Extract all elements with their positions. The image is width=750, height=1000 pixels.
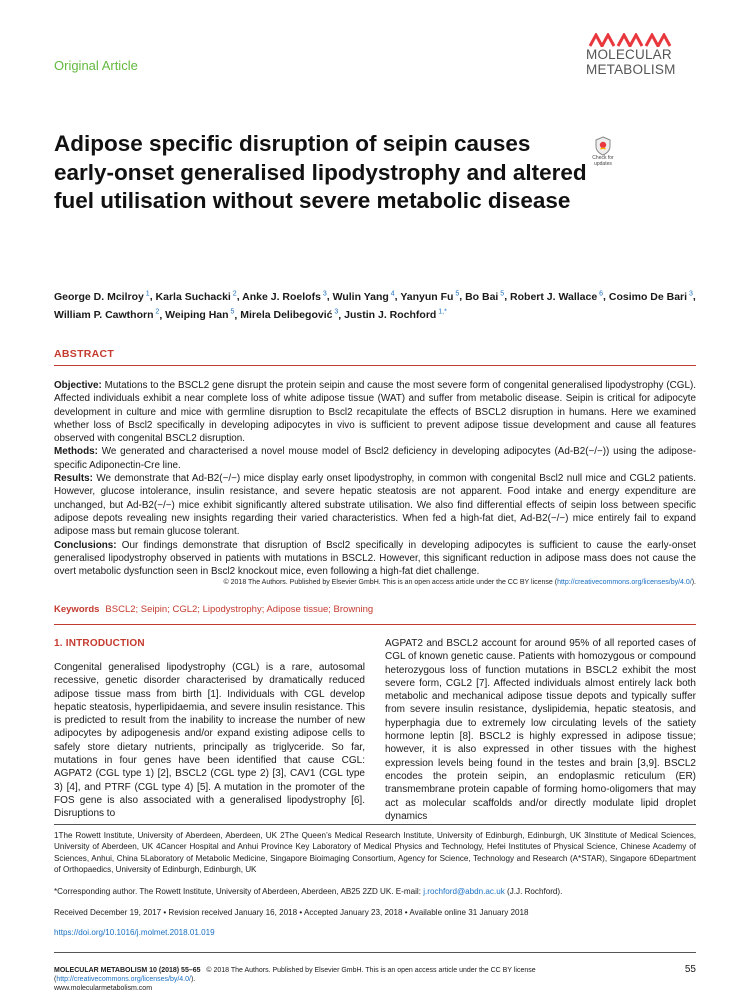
abstract-objective xyxy=(54,379,696,445)
author-name: Anke J. Roelofs xyxy=(242,290,321,303)
abstract-divider xyxy=(54,365,696,366)
abstract-heading: ABSTRACT xyxy=(54,348,115,360)
author[interactable] xyxy=(465,291,504,303)
author[interactable] xyxy=(54,291,150,303)
author[interactable] xyxy=(54,309,159,321)
author[interactable] xyxy=(156,291,237,303)
journal-citation: MOLECULAR METABOLISM 10 (2018) 55–65 xyxy=(54,967,201,974)
journal-website[interactable]: www.molecularmetabolism.com xyxy=(54,985,153,992)
page-number: 55 xyxy=(684,964,696,975)
author-name: Yanyun Fu xyxy=(400,290,454,303)
abstract-body xyxy=(54,379,696,578)
author-name: Wulin Yang xyxy=(332,290,389,303)
conclusions-label: Conclusions: xyxy=(54,539,117,551)
author-name: George D. Mcilroy xyxy=(54,290,144,303)
author-affiliation-mark[interactable]: 3 xyxy=(687,290,693,297)
author-name: Weiping Han xyxy=(165,309,229,321)
section-tag: Original Article xyxy=(54,58,138,73)
footer-license-close: ). xyxy=(190,976,196,983)
journal-footer-line1 xyxy=(54,966,644,984)
author[interactable] xyxy=(609,291,693,303)
corresponding-author xyxy=(54,887,696,896)
corresponding-suffix: (J.J. Rochford). xyxy=(504,887,563,896)
footer-divider xyxy=(54,952,696,953)
copyright-text: © 2018 The Authors. Published by Elsevier GmbH. This is an open access article under the CC BY license ( xyxy=(223,579,558,586)
license-link[interactable]: http://creativecommons.org/licenses/by/4.0/ xyxy=(557,579,692,586)
logo-text-line1: MOLECULAR xyxy=(586,47,672,62)
check-updates-icon xyxy=(594,136,612,156)
author[interactable] xyxy=(510,291,603,303)
author-affiliation-mark[interactable]: 2 xyxy=(230,290,237,297)
author-affiliation-mark[interactable]: 4 xyxy=(388,290,395,297)
author-affiliation-mark[interactable]: 5 xyxy=(453,290,460,297)
abstract-methods xyxy=(54,445,696,472)
email-link[interactable]: j.rochford@abdn.ac.uk xyxy=(423,887,505,896)
author-affiliation-mark[interactable]: 3 xyxy=(332,308,339,316)
methods-label: Methods: xyxy=(54,446,98,458)
abstract-copyright xyxy=(54,579,696,586)
author-affiliation-mark[interactable]: 3 xyxy=(320,290,327,297)
author-name: Mirela Delibegović xyxy=(240,309,333,321)
author-name: Karla Suchacki xyxy=(155,290,231,303)
intro-column-left: Congenital generalised lipodystrophy (CGL) is a rare, autosomal recessive, genetic disorder characterised by dramatically reduced adipose tissue mass from birth [1]. Individuals with CGL develop hepatic steatosis, hyperlipidaemia, and severe insulin resistance. This is predicted to result from the inability to increase the number of new adipocytes by adipogenesis and/or expand existing adipose cells to safely store dietary nutrients, principally as triglyceride. So far, mutations in four genes have been identified that cause CGL: AGPAT2 (CGL type 1) [2], BSCL2 (CGL type 2) [3], CAV1 (CGL type 3) [4], and PTRF (CGL type 4) [5]. A mutation in the promoter of the FOS gene is also associated with a generalised lipodystrophy [6]. Disruptions to xyxy=(54,662,365,820)
logo-text-line2: METABOLISM xyxy=(586,62,676,77)
copyright-close: ). xyxy=(691,579,696,586)
author-affiliation-mark[interactable]: 2 xyxy=(153,308,160,316)
author-name: Cosimo De Bari xyxy=(608,290,688,303)
corresponding-text: *Corresponding author. The Rowett Institute, University of Aberdeen, Aberdeen, AB25 2ZD UK. E-mail: xyxy=(54,887,424,896)
author[interactable] xyxy=(240,309,338,321)
author[interactable] xyxy=(165,309,234,321)
author-affiliation-mark[interactable]: 1,* xyxy=(436,308,447,316)
introduction-heading: 1. INTRODUCTION xyxy=(54,638,145,649)
author-affiliation-mark[interactable]: 5 xyxy=(228,308,235,316)
footnote-divider xyxy=(54,824,696,825)
journal-logo[interactable] xyxy=(586,33,696,77)
badge-text-line2: updates xyxy=(594,160,612,167)
author-affiliation-mark[interactable]: 5 xyxy=(498,290,505,297)
check-for-updates-badge[interactable] xyxy=(590,136,616,167)
keywords-divider xyxy=(54,624,696,625)
results-label: Results: xyxy=(54,473,93,485)
conclusions-text: Our findings demonstrate that disruption of Bscl2 specifically in developing adipocytes is sufficient to cause the early-onset generalised lipodystrophy observed in patients with mutations in BSCL2. However, this significant reduction in adipose mass does not cause the overt metabolic dysfunction seen in Bscl2 knockout mice, even following a high-fat diet challenge. xyxy=(54,539,696,578)
footer-license-text: © 2018 The Authors. Published by Elsevier GmbH. This is an open access article under the CC BY license ( xyxy=(54,967,536,983)
article-dates: Received December 19, 2017 • Revision received January 16, 2018 • Accepted January 23, 2018 • Available online 31 January 2018 xyxy=(54,908,529,917)
objective-label: Objective: xyxy=(54,380,102,391)
keywords-text: BSCL2; Seipin; CGL2; Lipodystrophy; Adipose tissue; Browning xyxy=(105,604,374,615)
author[interactable] xyxy=(333,291,395,303)
keywords-label: Keywords xyxy=(54,604,100,615)
methods-text: We generated and characterised a novel mouse model of Bscl2 deficiency in developing adipocytes (Ad-B2(−/−)) using the adipose-specific Adiponectin-Cre line. xyxy=(54,446,696,471)
badge-text-line1: Check for xyxy=(592,155,614,161)
author-name: Robert J. Wallace xyxy=(510,290,598,303)
results-text: We demonstrate that Ad-B2(−/−) mice display early onset lipodystrophy, in common with congenital Bscl2 null mice and CGL2 patients. However, glucose intolerance, insulin resistance, and severe hepatic steatosis are not apparent. Food intake and energy expenditure are unchanged, but Ad-B2(−/−) mice exhibit significantly altered substrate utilisation. We also find differential effects of seipin loss between specific adipose depots revealing new insights regarding their varied characteristics. When fed a high-fat diet, Ad-B2(−/−) mice entirely fail to expand adipose mass but remain glucose tolerant. xyxy=(54,473,696,538)
intro-column-right: AGPAT2 and BSCL2 account for around 95% of all reported cases of CGL of known genetic cause. Patients with homozygous or compound heterozygous loss of function mutations in BSCL2 exhibit the most severe form, CGL2 [7]. Affected individuals almost entirely lack both metabolic and mechanical adipose tissue depots and typically suffer from severe insulin resistance, dyslipidemia, hepatic steatosis, and hyperphagia due to extremely low circulating levels of the satiety hormone leptin [8]. BSCL2 is highly expressed in adipose tissue; however, it is also expressed in other tissues with the highest expression levels being found in the testes and brain [3,9]. BSCL2 encodes the protein seipin, an endoplasmic reticulum (ER) transmembrane protein capable of forming homo-oligomers that may act as molecular scaffolds and/or directly modulate lipid droplet dynamics xyxy=(385,638,696,822)
article-title: Adipose specific disruption of seipin causes early-onset generalised lipodystrophy and altered fuel utilisation without severe metabolic disease xyxy=(54,131,587,213)
author[interactable] xyxy=(242,291,327,303)
author-affiliation-mark[interactable]: 1 xyxy=(143,290,150,297)
journal-logo-mark xyxy=(588,33,672,47)
abstract-results xyxy=(54,472,696,538)
author-name: Justin J. Rochford xyxy=(344,309,437,321)
affiliations: 1The Rowett Institute, University of Aberdeen, Aberdeen, UK 2The Queen’s Medical Research Institute, University of Edinburgh, Edinburgh, UK 3Institute of Medical Sciences, University of Aberdeen, UK 4Cancer Hospital and Anhui Province Key Laboratory of Medical Physics and Technology, Hefei Institutes of Physical Science, Chinese Academy of Sciences, Anhui, China 5Laboratory of Metabolic Medicine, Singapore Bioimaging Consortium, Agency for Science, Technology and Research (A*STAR), Singapore 6Department of Orthopaedics, University of Edinburgh, Edinburgh, UK xyxy=(54,831,696,875)
doi-link[interactable]: https://doi.org/10.1016/j.molmet.2018.01.019 xyxy=(54,928,215,937)
author-affiliation-mark[interactable]: 6 xyxy=(597,290,604,297)
keywords-line xyxy=(54,604,696,615)
author-name: Bo Bai xyxy=(465,290,499,303)
objective-text: Mutations to the BSCL2 gene disrupt the protein seipin and cause the most severe form of congenital generalised lipodystrophy (CGL). Affected individuals exhibit a near complete loss of white adipose tissue (WAT) and suffer from metabolic disease. Seipin is critical for adipocyte development in culture and mice with germline disruption to Bscl2 recapitulate the effects of BSCL2 disruption in humans. Here we examined whether loss of Bscl2 specifically in developing adipocytes in vivo is sufficient to prevent adipose tissue development and cause all features observed with congenital BSCL2 disruption. xyxy=(54,380,696,445)
author-name: William P. Cawthorn xyxy=(54,309,154,321)
abstract-conclusions xyxy=(54,539,696,579)
author[interactable] xyxy=(344,309,447,321)
author[interactable] xyxy=(400,291,459,303)
footer-license-link[interactable]: http://creativecommons.org/licenses/by/4.0/ xyxy=(56,976,191,983)
author-list: George D. Mcilroy $^1$, Karla Suchacki $^2$, Anke J. Roelofs $^3$, Wulin Yang $^4$, Yanyun Fu $^5$, Bo Bai $^5$, Robert J. Wallace $^6$, Cosimo De Bari $^3$, William P. Cawthorn $^2$, Weiping Han $^5$, Mirela Delibegović $^3$, Justin J. Rochford $^{1,*}$ xyxy=(54,290,696,321)
journal-footer xyxy=(54,966,644,993)
